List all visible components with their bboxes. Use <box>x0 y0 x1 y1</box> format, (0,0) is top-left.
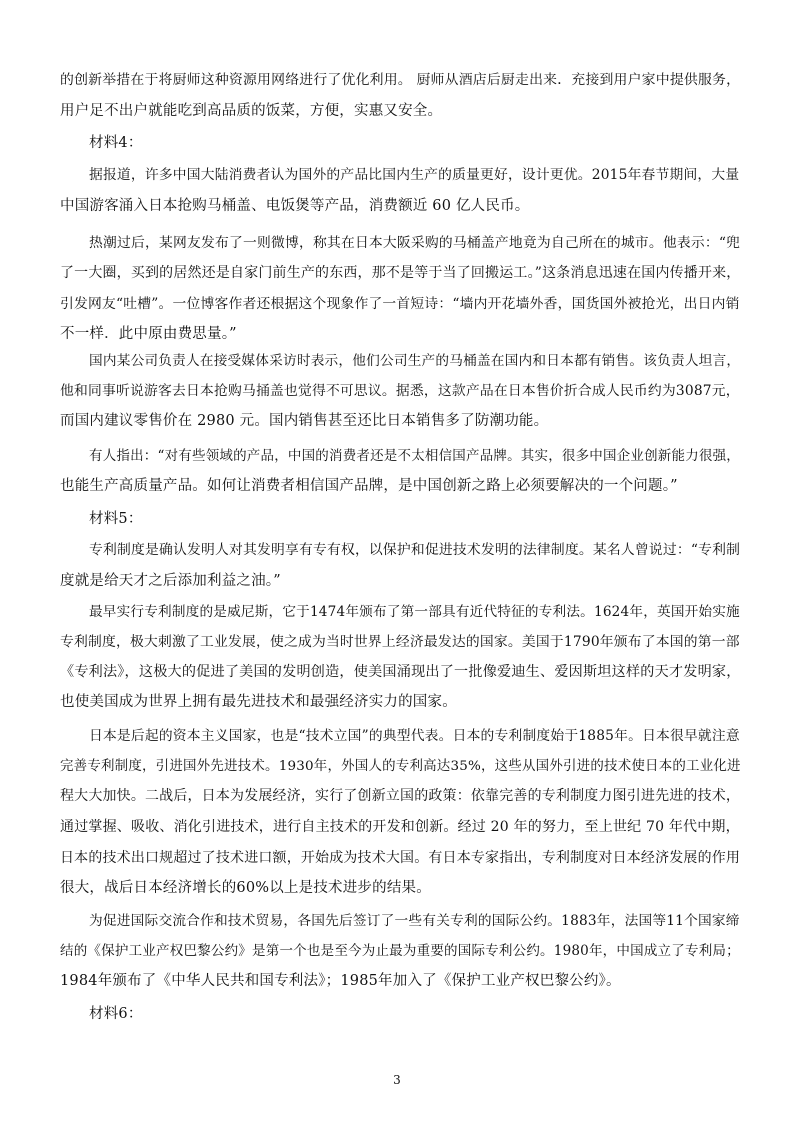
text-line: 也能生产高质量产品。如何让消费者相信国产品牌，是中国创新之路上必须要解决的一个问题。” <box>60 478 678 494</box>
text-line: 他和同事听说游客去日本抢购马捅盖也觉得不可思议。据悉，这款产品在日本售价折合成人民币约为3087元， <box>60 383 740 399</box>
text-line: 通过掌握、吸收、消化引进技术，进行自主技术的开发和创新。经过 20 年的努力，至上世纪 70 年代中期， <box>60 819 740 835</box>
text-line: 有人指出：“对有些领域的产品，中国的消费者还是不太相信国产品牌。其实，很多中国企业创新能力很强， <box>89 448 740 464</box>
text-line: 引发网友“吐槽”。一位博客作者还根据这个现象作了一首短诗：“墙内开花墙外香，国货国外被抢光，出日内销 <box>60 296 740 312</box>
text-line: 专利制度是确认发明人对其发明享有专有权，以保护和促进技术发明的法律制度。某名人曾说过：“专利制 <box>89 542 741 558</box>
text-line: 国内某公司负责人在接受媒体采访时表示，他们公司生产的马桶盖在国内和日本都有销售。该负责人坦言， <box>89 353 741 369</box>
text-line: 最早实行专利制度的是威尼斯，它于1474年颁布了第一部具有近代特征的专利法。1624年，英国开始实施 <box>89 604 740 620</box>
text-line: 而国内建议零售价在 2980 元。国内销售甚至还比日本销售多了防潮功能。 <box>60 413 549 429</box>
text-line: 热潮过后，某网友发布了一则微博，称其在日本大阪采购的马桶盖产地竟为自己所在的城市。他表示：“兜 <box>89 235 741 251</box>
text-line: 的创新举措在于将厨师这种资源用网络进行了优化利用。 厨师从酒店后厨走出来．充接到用户家中提供服务， <box>60 72 741 88</box>
text-line: 1984年颁布了《中华人民共和国专利法》；1985年加入了《保护工业产权巴黎公约》。 <box>60 973 621 989</box>
text-line: 也使美国成为世界上拥有最先进技术和最强经济实力的国家。 <box>60 694 457 710</box>
text-line: 据报道，许多中国大陆消费者认为国外的产品比国内生产的质量更好，设计更优。2015年春节期间，大量 <box>89 167 740 183</box>
text-line: 结的《保护工业产权巴黎公约》是第一个也是至今为止最为重要的国际专利公约。1980年，中国成立了专利局； <box>60 943 740 959</box>
text-line: 很大，战后日本经济增长的60%以上是技术进步的结果。 <box>60 880 431 896</box>
material-heading: 材料4： <box>89 135 143 151</box>
text-line: 日本的技术出口规超过了技术进口额，开始成为技术大国。有日本专家指出，专利制度对日本经济发展的作用 <box>60 850 741 866</box>
material-heading: 材料5： <box>89 511 143 527</box>
text-line: 中国游客涌入日本抢购马桶盖、电饭煲等产品，消费额近 60 亿人民币。 <box>60 198 530 214</box>
text-line: 《专利法》，这极大的促进了美国的发明创造，使美国涌现出了一批像爱迪生、爱因斯坦这样的天才发明家， <box>60 664 741 680</box>
text-line: 为促进国际交流合作和技术贸易，各国先后签订了一些有关专利的国际公约。1883年，法国等11个国家缔 <box>89 913 740 929</box>
text-line: 日本是后起的资本主义国家，也是“技术立国”的典型代表。日本的专利制度始于1885年。日本很早就注意 <box>89 728 740 744</box>
material-heading: 材料6： <box>89 1006 143 1022</box>
text-line: 程大大加快。二战后，日本为发展经济，实行了创新立国的政策：依靠完善的专利制度力图引进先进的技术， <box>60 788 741 804</box>
text-line: 用户足不出户就能吃到高品质的饭菜，方便，实惠又安全。 <box>60 103 443 119</box>
text-line: 专利制度，极大刺激了工业发展，使之成为当时世界上经济最发达的国家。美国于1790年颁布了本国的第一部 <box>60 634 740 650</box>
text-line: 完善专利制度，引进国外先进技术。1930年，外国人的专利高达35%，这些从国外引进的技术使日本的工业化进 <box>60 758 741 774</box>
page-number: 3 <box>393 1073 401 1087</box>
text-line: 不一样．此中原由费思量。” <box>60 326 237 342</box>
text-line: 了一大圈，买到的居然还是自家门前生产的东西，那不是等于当了回搬运工。”这条消息迅速在国内传播开来， <box>60 265 741 281</box>
text-line: 度就是给天才之后添加利益之油。” <box>60 573 281 589</box>
